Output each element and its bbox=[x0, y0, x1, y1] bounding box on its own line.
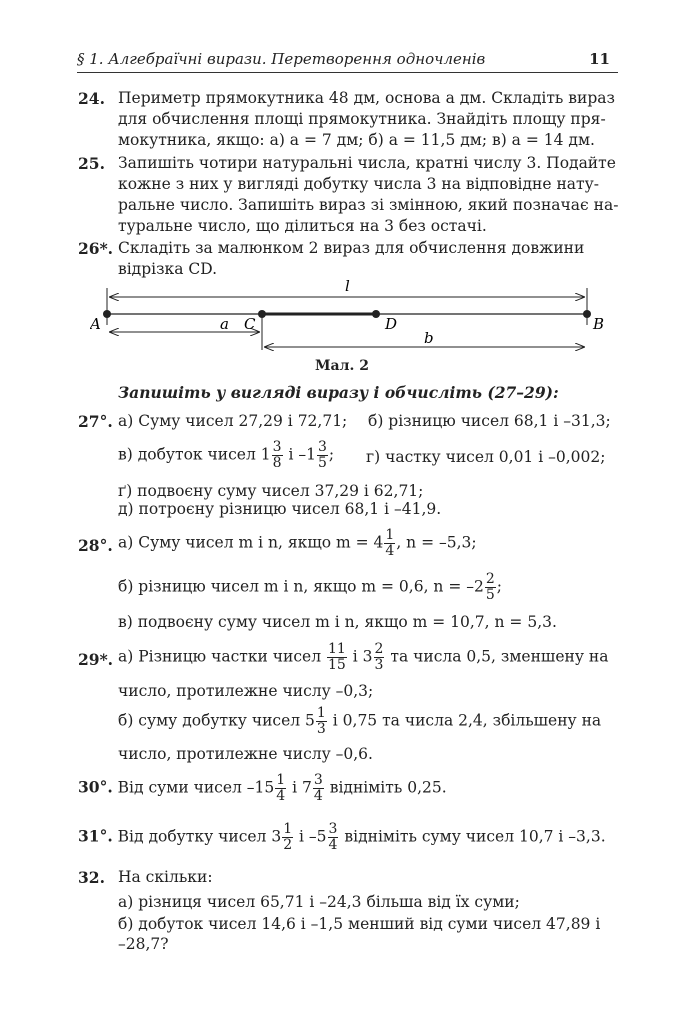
text: б) різницю чисел m і n, якщо m = 0,6, n = –2 bbox=[118, 577, 484, 596]
numerator: 1 bbox=[385, 527, 395, 543]
problem-25 bbox=[78, 153, 623, 237]
item-b bbox=[118, 572, 502, 603]
numerator: 1 bbox=[276, 772, 286, 788]
item-f: д) потроєну різницю чисел 68,1 і –41,9. bbox=[118, 500, 442, 518]
item-a bbox=[118, 528, 477, 559]
text: а) Суму чисел m і n, якщо m = 4 bbox=[118, 533, 384, 552]
denominator: 8 bbox=[272, 455, 282, 471]
item-a: а) Суму чисел 27,29 і 72,71; bbox=[118, 412, 348, 430]
item-d: г) частку чисел 0,01 і –0,002; bbox=[366, 448, 606, 466]
numerator: 3 bbox=[313, 772, 323, 788]
numerator: 2 bbox=[374, 641, 384, 657]
fraction bbox=[328, 822, 339, 853]
denominator: 2 bbox=[283, 837, 293, 853]
segment-diagram bbox=[90, 280, 610, 360]
text: та числа 0,5, зменшену на bbox=[385, 647, 609, 666]
text-line: кожне з них у вигляді добутку числа 3 на відповідне нату- bbox=[118, 175, 599, 193]
point-a bbox=[103, 310, 111, 318]
item-a: а) різниця чисел 65,71 і –24,3 більша від їх суми; bbox=[118, 893, 520, 911]
item-c bbox=[118, 440, 334, 471]
denominator: 5 bbox=[485, 587, 495, 603]
problem-number: 26*. bbox=[78, 239, 114, 258]
label-b-point: B bbox=[593, 315, 605, 333]
denominator: 3 bbox=[374, 657, 384, 673]
text: ; bbox=[328, 445, 335, 464]
item-b: б) різницю чисел 68,1 і –31,3; bbox=[368, 412, 611, 430]
text: в) добуток чисел 1 bbox=[118, 445, 271, 464]
point-d bbox=[372, 310, 380, 318]
problem-number: 29*. bbox=[78, 650, 114, 669]
section-title: § 1. Алгебраїчні вирази. Перетворення одночленів bbox=[77, 50, 486, 68]
text: відніміть 0,25. bbox=[324, 778, 447, 797]
item-a-cont: число, протилежне числу –0,3; bbox=[118, 682, 374, 700]
page-header bbox=[77, 46, 618, 73]
problem-number: 24. bbox=[78, 89, 105, 108]
item-b bbox=[118, 706, 601, 737]
fraction bbox=[485, 572, 496, 603]
item-b-cont: число, протилежне числу –0,6. bbox=[118, 745, 373, 763]
fraction bbox=[317, 440, 328, 471]
fraction bbox=[282, 822, 293, 853]
label-c: C bbox=[244, 315, 256, 333]
text-line: мокутника, якщо: а) a = 7 дм; б) a = 11,5 дм; в) a = 14 дм. bbox=[118, 131, 595, 149]
fraction bbox=[272, 440, 283, 471]
problem-30 bbox=[78, 773, 447, 804]
text-line: для обчислення площі прямокутника. Знайдіть площу пря- bbox=[118, 110, 606, 128]
problem-number: 27°. bbox=[78, 412, 113, 431]
text: і –1 bbox=[283, 445, 316, 464]
text: , n = –5,3; bbox=[396, 533, 477, 552]
label-a-length: a bbox=[220, 315, 229, 333]
denominator: 3 bbox=[316, 721, 326, 737]
denominator: 4 bbox=[385, 543, 395, 559]
text: Від добутку чисел 3 bbox=[117, 827, 282, 846]
text-line: Складіть за малюнком 2 вираз для обчислення довжини bbox=[118, 239, 585, 257]
item-a bbox=[118, 642, 608, 673]
fraction bbox=[275, 773, 286, 804]
item-e: ґ) подвоєну суму чисел 37,29 і 62,71; bbox=[118, 482, 424, 500]
problem-24 bbox=[78, 88, 623, 151]
problem-31 bbox=[78, 822, 606, 853]
page-number: 11 bbox=[589, 50, 610, 68]
problem-number: 25. bbox=[78, 154, 105, 173]
point-b bbox=[583, 310, 591, 318]
numerator: 3 bbox=[272, 439, 282, 455]
denominator: 4 bbox=[276, 788, 286, 804]
problem-number: 31°. bbox=[78, 826, 113, 846]
problem-number: 28°. bbox=[78, 536, 113, 555]
denominator: 5 bbox=[317, 455, 327, 471]
text: Від суми чисел –15 bbox=[117, 778, 275, 797]
fraction bbox=[327, 642, 347, 673]
text-line: На скільки: bbox=[118, 868, 213, 886]
label-l: l bbox=[345, 280, 350, 295]
problem-number: 32. bbox=[78, 868, 105, 887]
label-a-point: A bbox=[90, 315, 101, 333]
text: б) суму добутку чисел 5 bbox=[118, 711, 315, 730]
fraction bbox=[384, 528, 395, 559]
text-line: туральне число, що ділиться на 3 без остачі. bbox=[118, 217, 487, 235]
denominator: 4 bbox=[328, 837, 338, 853]
denominator: 4 bbox=[313, 788, 323, 804]
problem-26 bbox=[78, 238, 623, 280]
text-line: Запишіть чотири натуральні числа, кратні числу 3. Подайте bbox=[118, 154, 616, 172]
label-b-length: b bbox=[424, 329, 434, 347]
numerator: 1 bbox=[283, 821, 293, 837]
numerator: 3 bbox=[317, 439, 327, 455]
numerator: 3 bbox=[328, 821, 338, 837]
numerator: 11 bbox=[328, 641, 346, 657]
text: і –5 bbox=[294, 827, 327, 846]
text: і 0,75 та числа 2,4, збільшену на bbox=[327, 711, 602, 730]
fraction bbox=[316, 706, 327, 737]
text-line: Периметр прямокутника 48 дм, основа a дм. Складіть вираз bbox=[118, 89, 615, 107]
problem-number: 30°. bbox=[78, 777, 113, 797]
numerator: 1 bbox=[316, 705, 326, 721]
text-line: ральне число. Запишіть вираз зі змінною, який позначає на- bbox=[118, 196, 619, 214]
figure-caption: Мал. 2 bbox=[315, 358, 369, 374]
text: і 3 bbox=[347, 647, 373, 666]
text: і 7 bbox=[287, 778, 312, 797]
text-line: відрізка CD. bbox=[118, 260, 218, 278]
fraction bbox=[313, 773, 324, 804]
item-c: в) подвоєну суму чисел m і n, якщо m = 10,7, n = 5,3. bbox=[118, 613, 557, 631]
section-instruction: Запишіть у вигляді виразу і обчисліть (27–29): bbox=[118, 383, 559, 402]
denominator: 15 bbox=[328, 657, 346, 673]
numerator: 2 bbox=[485, 571, 495, 587]
text: а) Різницю частки чисел bbox=[118, 647, 327, 666]
item-b-cont: –28,7? bbox=[118, 935, 169, 953]
fraction bbox=[374, 642, 385, 673]
text: ; bbox=[496, 577, 503, 596]
item-b: б) добуток чисел 14,6 і –1,5 менший від суми чисел 47,89 і bbox=[118, 915, 601, 933]
label-d: D bbox=[385, 315, 398, 333]
text: відніміть суму чисел 10,7 і –3,3. bbox=[339, 827, 606, 846]
